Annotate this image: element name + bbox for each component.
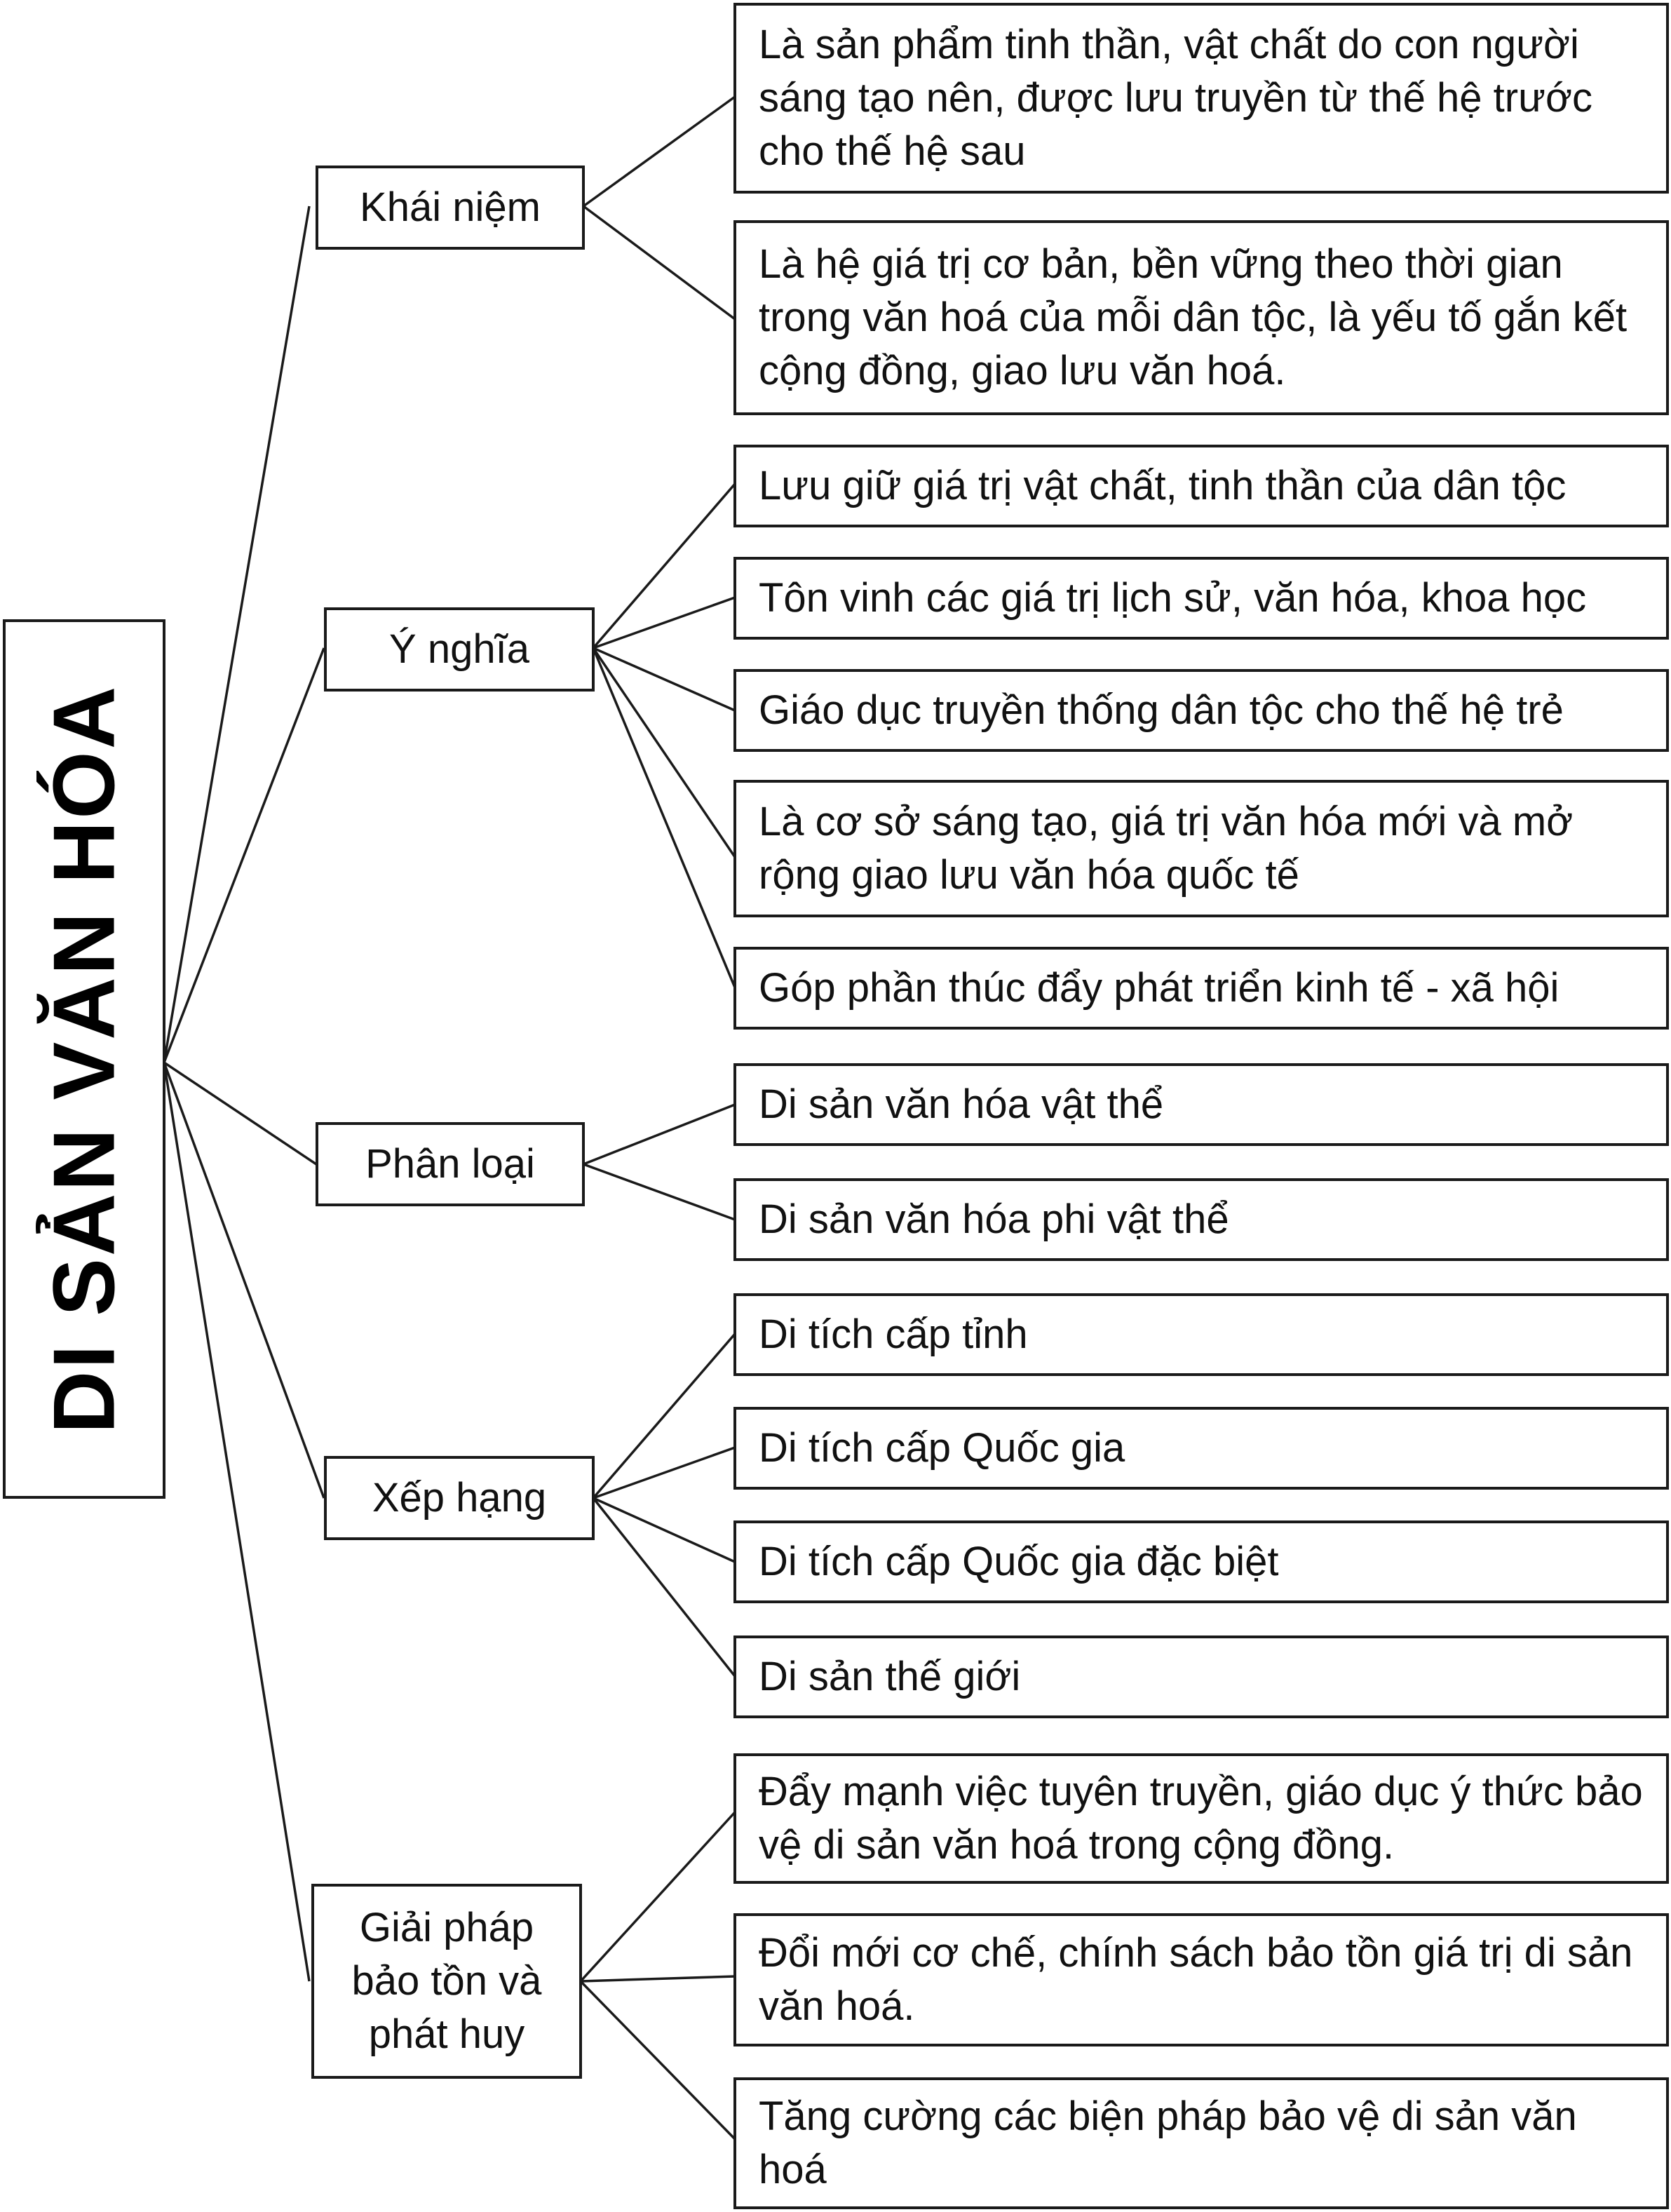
connector-giai-phap-item-3 <box>581 1981 735 2139</box>
connector-khai-niem-item-2 <box>583 206 735 319</box>
item-text: Di sản văn hóa vật thể <box>759 1081 1164 1127</box>
classification-item <box>733 1063 1669 1146</box>
meaning-item <box>733 947 1669 1030</box>
category-khai-niem <box>316 166 585 250</box>
item-text: Di tích cấp Quốc gia đặc biệt <box>759 1539 1279 1584</box>
concept-item <box>733 3 1669 194</box>
meaning-item <box>733 780 1669 917</box>
category-label: Ý nghĩa <box>389 626 529 672</box>
connector-root-y-nghia <box>164 648 324 1063</box>
category-y-nghia <box>324 607 595 692</box>
connector-root-xep-hang <box>164 1063 324 1498</box>
connector-giai-phap-item-2 <box>581 1976 735 1981</box>
item-text: Là sản phẩm tinh thần, vật chất do con người sáng tạo nên, được lưu truyền từ thế hệ trước cho thế hệ sau <box>759 22 1592 174</box>
category-phan-loai <box>316 1122 585 1206</box>
category-label: Xếp hạng <box>372 1475 547 1520</box>
ranking-item <box>733 1293 1669 1376</box>
ranking-item <box>733 1520 1669 1603</box>
meaning-item <box>733 669 1669 752</box>
category-label: Khái niệm <box>360 184 541 230</box>
item-text: Tôn vinh các giá trị lịch sử, văn hóa, khoa học <box>759 575 1587 621</box>
item-text: Di tích cấp tỉnh <box>759 1311 1028 1357</box>
solution-item <box>733 2077 1669 2209</box>
connector-giai-phap-item-1 <box>581 1812 735 1981</box>
connector-xep-hang-item-4 <box>593 1498 735 1676</box>
item-text: Là cơ sở sáng tạo, giá trị văn hóa mới và mở rộng giao lưu văn hóa quốc tế <box>759 799 1574 898</box>
ranking-item <box>733 1636 1669 1718</box>
concept-item <box>733 220 1669 415</box>
category-label: Phân loại <box>365 1141 535 1187</box>
classification-item <box>733 1178 1669 1261</box>
root-node <box>3 619 165 1499</box>
item-text: Đổi mới cơ chế, chính sách bảo tồn giá trị di sản văn hoá. <box>759 1930 1633 2029</box>
item-text: Là hệ giá trị cơ bản, bền vững theo thời gian trong văn hoá của mỗi dân tộc, là yếu tố gắn kết cộng đồng, giao lưu văn hoá. <box>759 241 1628 393</box>
connector-phan-loai-item-2 <box>583 1164 735 1220</box>
item-text: Di sản thế giới <box>759 1654 1021 1699</box>
connector-xep-hang-item-3 <box>593 1498 735 1562</box>
item-text: Di tích cấp Quốc gia <box>759 1425 1125 1471</box>
item-text: Lưu giữ giá trị vật chất, tinh thần của dân tộc <box>759 463 1567 508</box>
connector-root-giai-phap <box>164 1063 309 1981</box>
category-giai-phap <box>311 1884 582 2079</box>
meaning-item <box>733 445 1669 527</box>
item-text: Di sản văn hóa phi vật thể <box>759 1196 1229 1242</box>
solution-item <box>733 1913 1669 2046</box>
item-text: Góp phần thúc đẩy phát triển kinh tế - xã hội <box>759 965 1560 1011</box>
connector-phan-loai-item-1 <box>583 1105 735 1164</box>
connector-khai-niem-item-1 <box>583 97 735 206</box>
meaning-item <box>733 557 1669 640</box>
item-text: Giáo dục truyền thống dân tộc cho thế hệ trẻ <box>759 687 1564 733</box>
solution-item <box>733 1753 1669 1884</box>
item-text: Tăng cường các biện pháp bảo vệ di sản văn hoá <box>759 2093 1577 2192</box>
item-text: Đẩy mạnh việc tuyên truyền, giáo dục ý thức bảo vệ di sản văn hoá trong cộng đồng. <box>759 1769 1643 1868</box>
connector-y-nghia-item-5 <box>593 648 735 987</box>
root-title: DI SẢN VĂN HÓA <box>36 684 133 1434</box>
connector-root-phan-loai <box>164 1063 316 1164</box>
category-label: Giải pháp bảo tồn và phát huy <box>351 1905 542 2057</box>
connector-root-khai-niem <box>164 206 309 1063</box>
category-xep-hang <box>324 1456 595 1540</box>
ranking-item <box>733 1407 1669 1490</box>
